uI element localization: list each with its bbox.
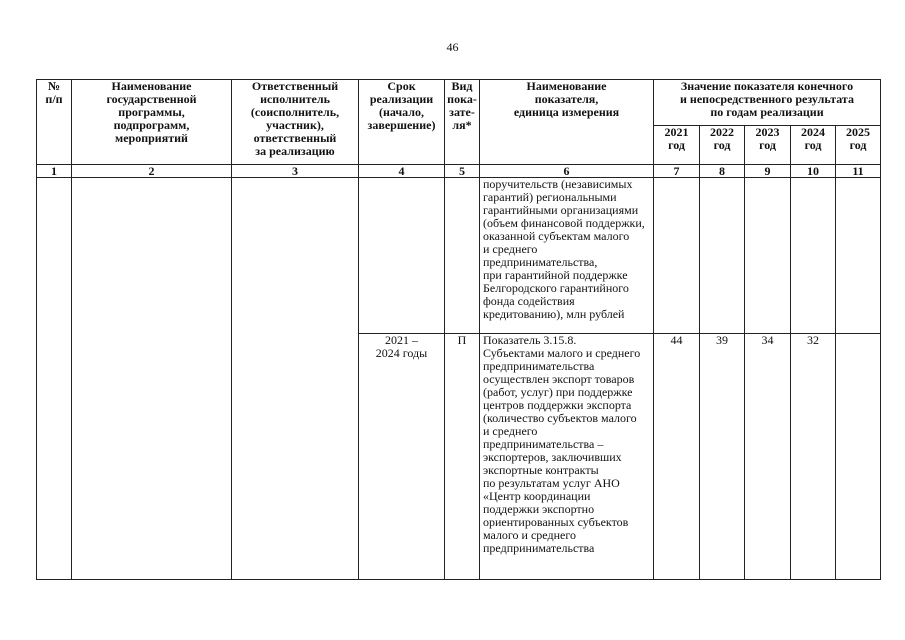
text-line: Значение показателя конечного [680,79,854,93]
column-number: 9 [745,165,791,178]
row-cell-executor [232,178,359,580]
column-number: 2 [72,165,232,178]
header-year-2021 [654,125,700,164]
row-cell-type [445,178,480,334]
text-line: поддержки экспортно [483,502,595,516]
header-indicator-type [445,80,480,165]
text-line: № [47,79,61,93]
text-line: ответственный [253,131,337,145]
text-line: год [759,137,776,152]
header-indicator-name [480,80,654,165]
indicator-table [36,79,881,580]
row-cell-period [359,334,445,580]
text-line: Ответственный [251,79,339,93]
text-line: участник), [266,118,324,132]
row-cell-no [37,178,72,580]
text-line: фонда содействия [483,294,575,308]
text-line: гарантий) региональными [483,190,617,204]
text-line: реализации [369,92,434,106]
text-line: Вид [451,79,473,93]
header-year-2025 [836,125,881,164]
text-line: Показатель 3.15.8. [483,333,577,347]
row-cell-type: П [445,334,480,580]
text-line: (соисполнитель, [250,105,340,119]
text-line: кредитованию), млн рублей [483,307,625,321]
text-line: пока- [447,92,477,106]
text-line: 2023 [755,124,780,139]
text-line: Срок [387,79,416,93]
header-year-2022 [700,125,745,164]
row-cell-value-2023 [745,178,791,334]
row-cell-value-2025 [836,334,881,580]
text-line: предпринимательства – [483,437,604,451]
text-line: завершение) [367,118,436,132]
column-number: 6 [480,165,654,178]
text-line: ля* [452,118,472,132]
text-line: экспортные контракты [483,463,599,477]
row-cell-value-2022 [700,178,745,334]
text-line: год [668,137,685,152]
row-cell-value-2021 [654,178,700,334]
text-line: Наименование [111,79,192,93]
text-line: 2025 [846,124,870,139]
text-line: зате- [449,105,475,119]
text-line: п/п [45,92,63,106]
text-line: при гарантийной поддержке [483,268,628,282]
text-line: и среднего [483,242,538,256]
row-cell-value-2024: 32 [791,334,836,580]
text-line: осуществлен экспорт товаров [483,372,635,386]
text-line: государственной [106,92,197,106]
row-cell-value-2023: 34 [745,334,791,580]
row-cell-value-2021: 44 [654,334,700,580]
text-line: ориентированных субъектов [483,515,629,529]
column-number: 5 [445,165,480,178]
header-period [359,80,445,165]
text-line: показателя, [534,92,599,106]
row-cell-value-2022: 39 [700,334,745,580]
text-line: центров поддержки экспорта [483,398,632,412]
header-executor [232,80,359,165]
text-line: (начало, [378,105,425,119]
column-number: 8 [700,165,745,178]
column-number: 7 [654,165,700,178]
text-line: 2021 [664,124,689,139]
text-line: год [849,137,867,152]
page-number: 46 [446,40,459,54]
text-line: 2024 [801,124,825,139]
text-line: 2021 – [385,333,418,347]
text-line: гарантийными организациями [483,203,639,217]
text-line: предпринимательства, [483,255,598,269]
header-year-2024 [791,125,836,164]
text-line: экспортеров, заключивших [483,450,622,464]
header-year-2023 [745,125,791,164]
header-no [37,80,72,165]
text-line: малого и среднего [483,528,576,542]
text-line: (работ, услуг) при поддержке [483,385,633,399]
text-line: (объем финансовой поддержки, [483,216,645,230]
text-line: предпринимательства [483,359,595,373]
text-line: предпринимательства [483,541,595,555]
text-line: Наименование [526,79,607,93]
text-line: мероприятий [115,131,188,145]
table-row [37,178,881,334]
column-number-row [37,165,881,178]
text-line: по годам реализации [710,105,824,119]
text-line: оказанной субъектам малого [483,229,630,243]
header-values [654,80,881,126]
text-line: программы, [118,105,185,119]
text-line: год [804,137,822,152]
text-line: и непосредственного результата [680,92,854,106]
text-line: единица измерения [513,105,620,119]
text-line: по результатам услуг АНО [483,476,620,490]
row-cell-value-2025 [836,178,881,334]
row-cell-program [72,178,232,580]
column-number: 4 [359,165,445,178]
row-cell-indicator [480,178,654,334]
text-line: подпрограмм, [113,118,190,132]
text-line: год [713,137,731,152]
row-cell-period [359,178,445,334]
column-number: 11 [836,165,881,178]
text-line: и среднего [483,424,538,438]
text-line: (количество субъектов малого [483,411,637,425]
text-line: Белгородского гарантийного [483,281,629,295]
text-line: Субъектами малого и среднего [483,346,641,360]
row-cell-value-2024 [791,178,836,334]
text-line: 2022 [710,124,734,139]
column-number: 1 [37,165,72,178]
header-program-name [72,80,232,165]
row-cell-indicator [480,334,654,580]
text-line: «Центр координации [483,489,591,503]
text-line: 2024 годы [375,346,428,360]
column-number: 10 [791,165,836,178]
header-row-top [37,80,881,126]
text-line: поручительств (независимых [483,177,633,191]
text-line: за реализацию [255,144,335,158]
text-line: исполнитель [260,92,330,106]
column-number: 3 [232,165,359,178]
